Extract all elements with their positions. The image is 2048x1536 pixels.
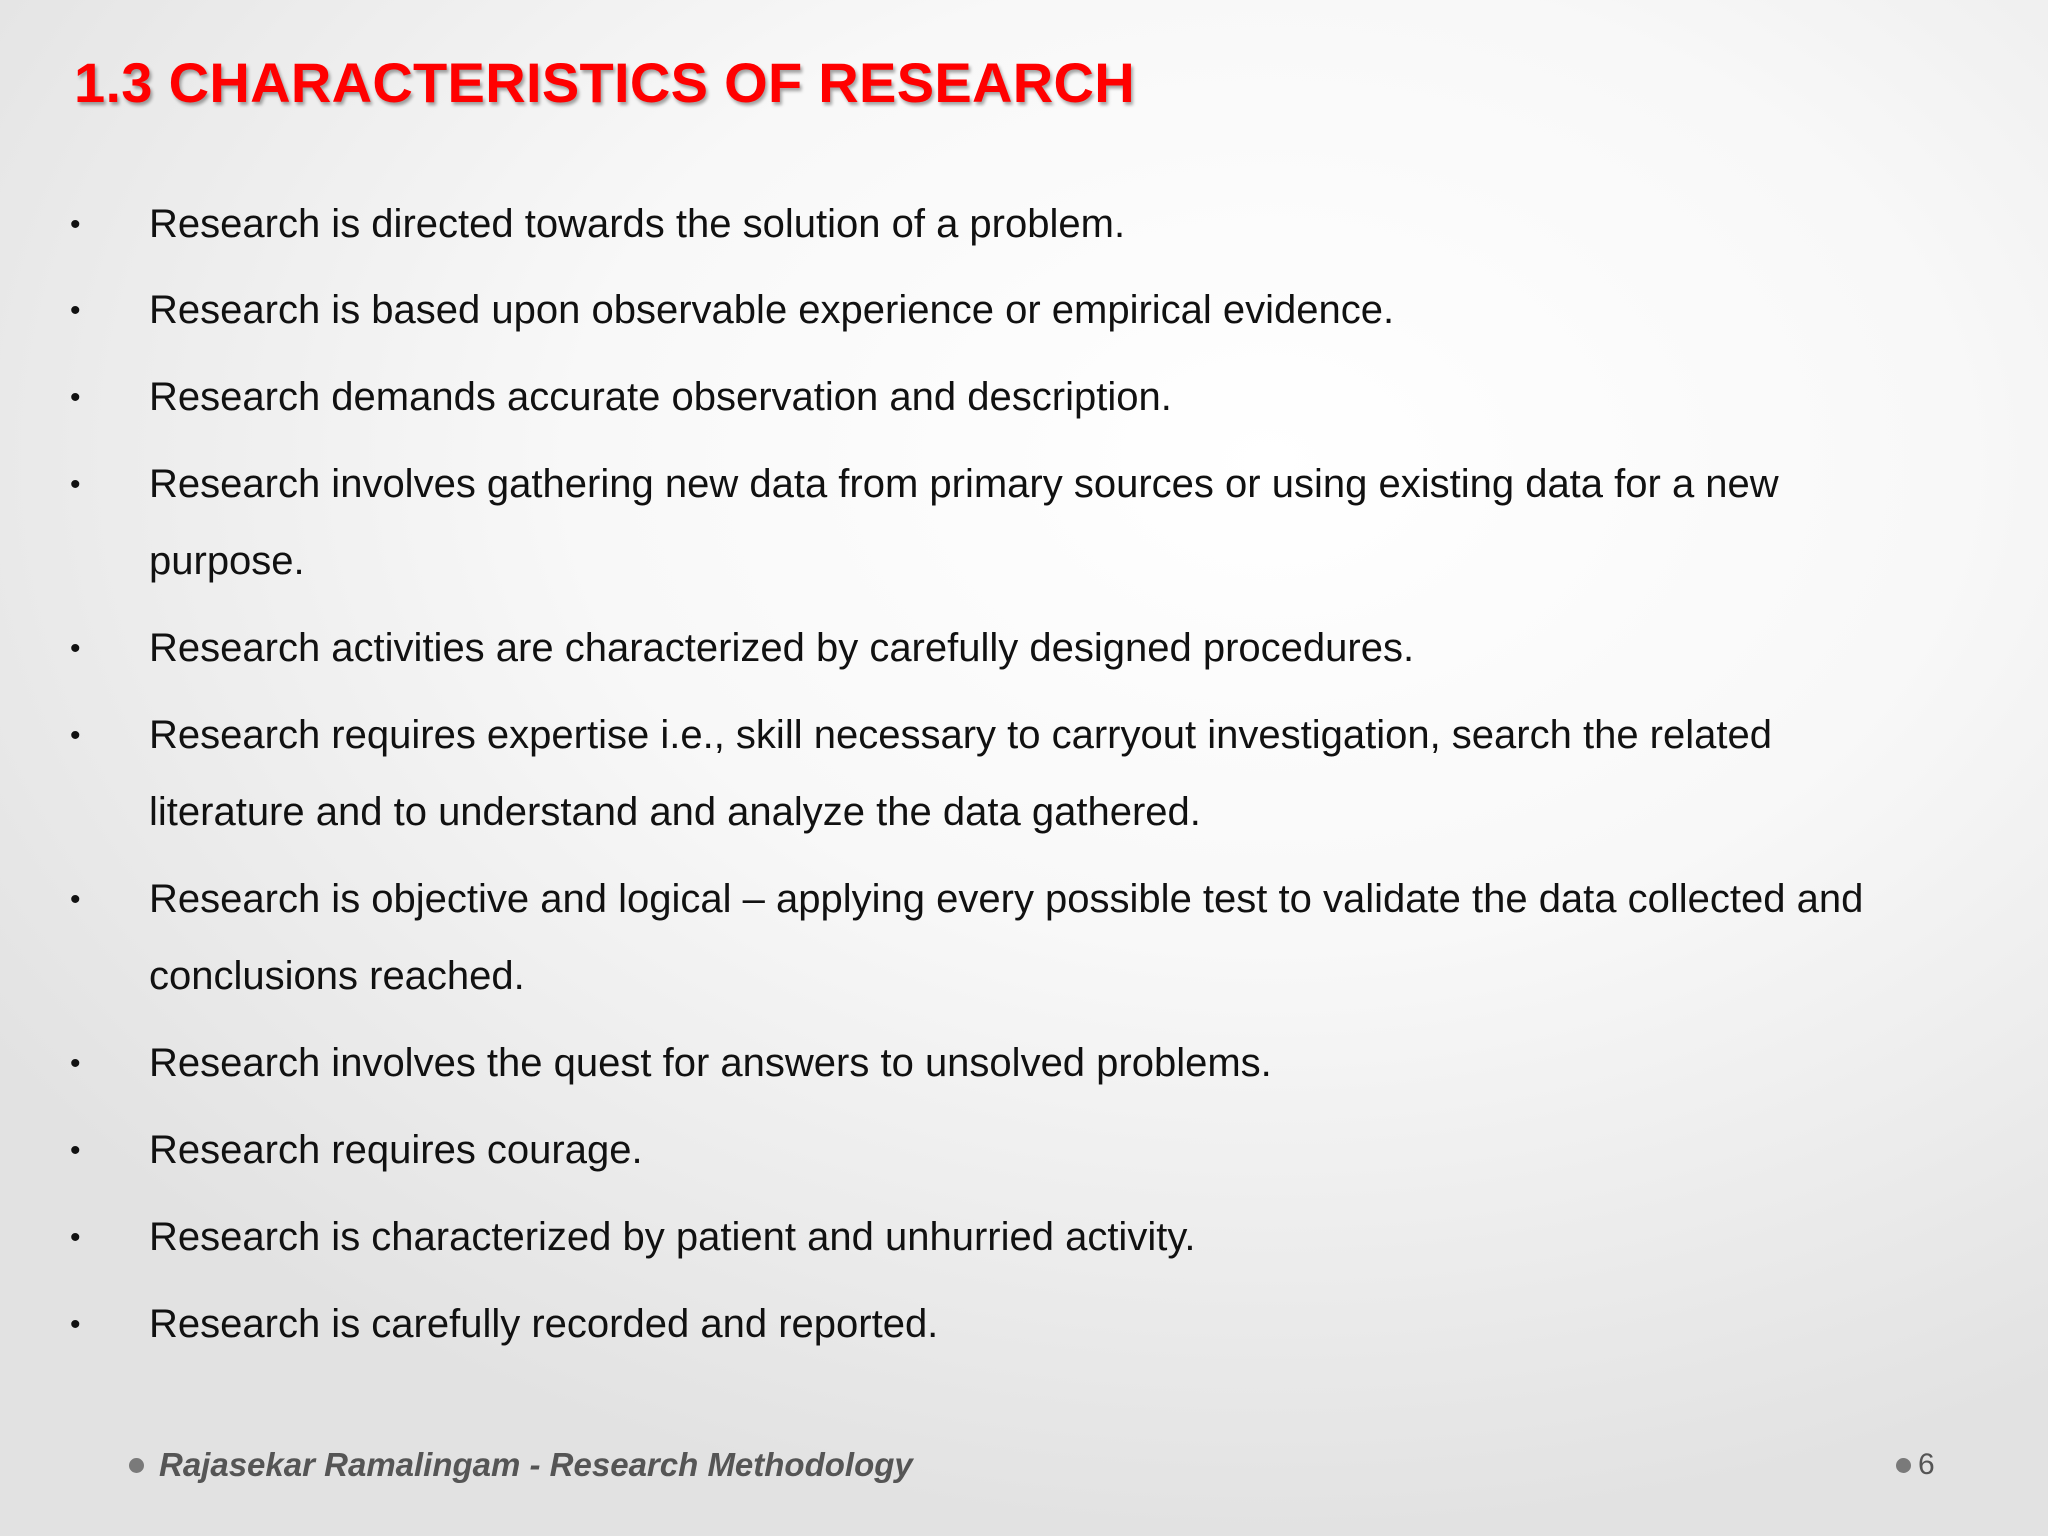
bullet-text: Research involves the quest for answers to unsolved problems.: [149, 1041, 1272, 1085]
bullet-icon: •: [70, 1134, 81, 1167]
bullet-text: Research is directed towards the solution of a problem.: [149, 202, 1126, 246]
bullet-icon: •: [70, 1221, 81, 1254]
bullet-icon: •: [70, 468, 81, 501]
bullet-text: Research activities are characterized by carefully designed procedures.: [149, 626, 1415, 670]
bullet-text: Research is characterized by patient and unhurried activity.: [149, 1215, 1196, 1259]
bullet-icon: •: [70, 208, 81, 241]
bullet-text: Research requires courage.: [149, 1128, 643, 1172]
bullet-text: Research requires expertise i.e., skill necessary to carryout investigation, search the related literature and to understand and analyze the data gathered.: [149, 713, 1772, 834]
slide-footer: [0, 1440, 2048, 1490]
page-number: 6: [1918, 1448, 1935, 1481]
bullet-icon: •: [70, 883, 81, 916]
bullet-icon: •: [70, 294, 81, 327]
bullet-text: Research demands accurate observation and description.: [149, 375, 1172, 419]
bullet-icon: •: [70, 632, 81, 665]
bullet-icon: •: [70, 719, 81, 752]
page-dot-icon: [1896, 1458, 1911, 1473]
bullet-text: Research is based upon observable experience or empirical evidence.: [149, 288, 1395, 332]
slide-title: 1.3 CHARACTERISTICS OF RESEARCH: [74, 51, 1135, 114]
bullet-text: Research is carefully recorded and reported.: [149, 1302, 939, 1346]
footer-dot-icon: [129, 1458, 144, 1473]
bullet-icon: •: [70, 381, 81, 414]
bullet-text: Research involves gathering new data from primary sources or using existing data for a new purpose.: [149, 462, 1779, 583]
footer-author-title: Rajasekar Ramalingam - Research Methodology: [159, 1446, 913, 1483]
bullet-icon: •: [70, 1047, 81, 1080]
bullet-icon: •: [70, 1308, 81, 1341]
bullet-text: Research is objective and logical – applying every possible test to validate the data collected and conclusions reached.: [149, 877, 1864, 998]
